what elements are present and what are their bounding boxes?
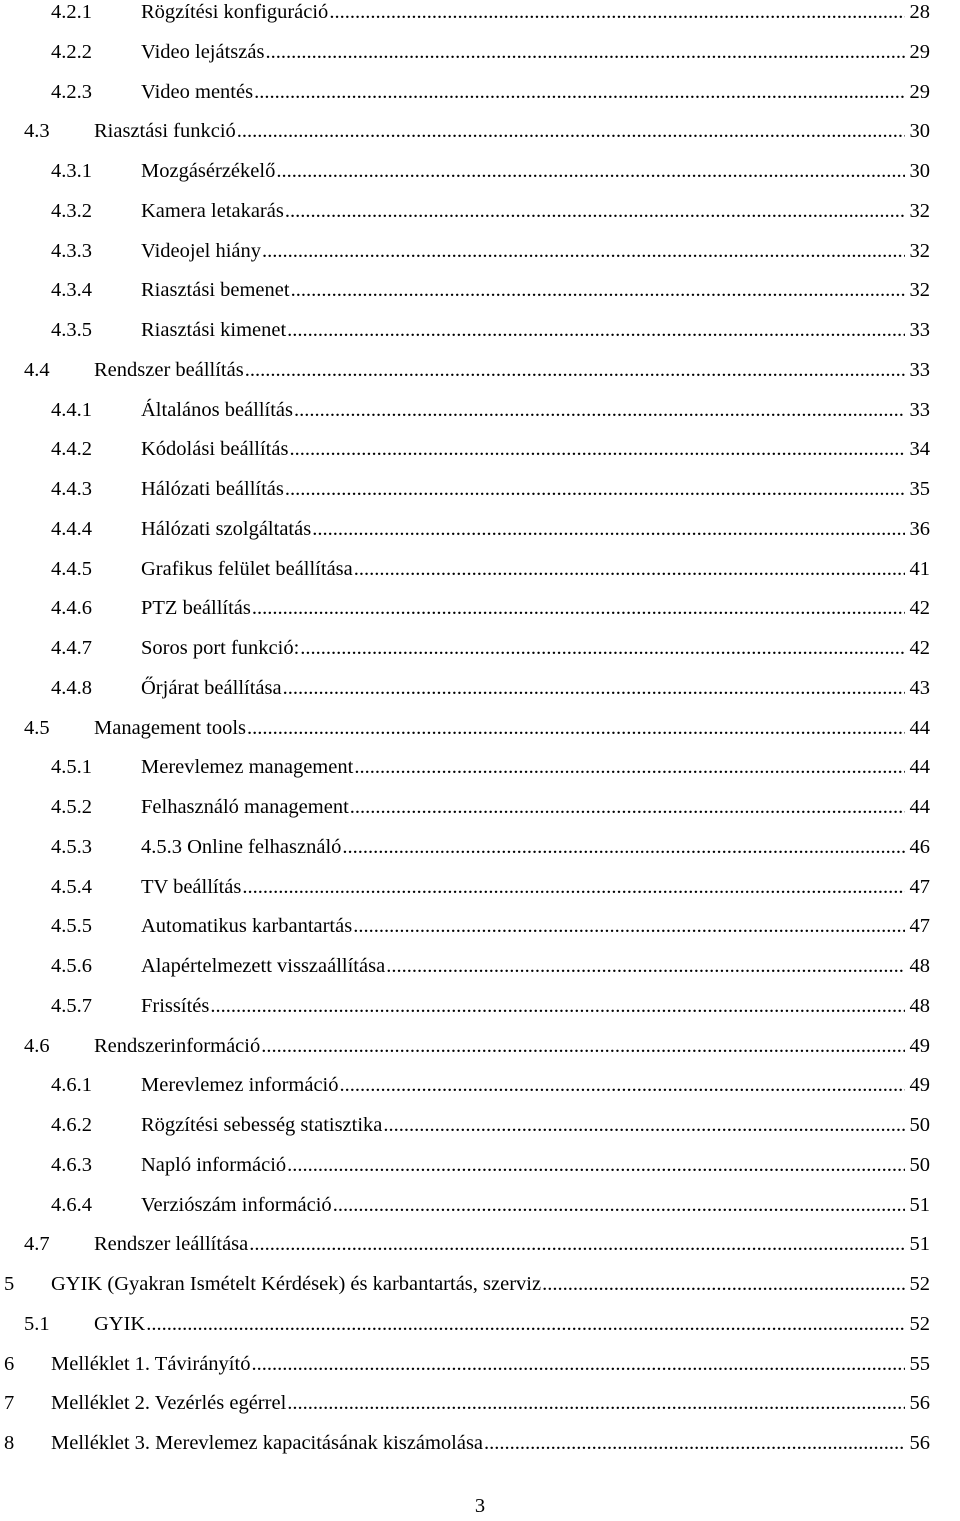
toc-entry-line: [51, 1384, 930, 1424]
dot-leader: [354, 550, 905, 590]
toc-entry-page: 30: [909, 120, 930, 143]
toc-entry-title: Őrjárat beállítása: [141, 676, 282, 699]
toc-entry-title: Soros port funkció:: [141, 637, 300, 659]
toc-entry-number: 4.6: [24, 1034, 50, 1057]
toc-entry-line: [141, 311, 930, 351]
dot-leader: [262, 232, 905, 272]
toc-entry-line: [141, 0, 930, 33]
dot-leader: [285, 192, 905, 232]
toc-entry-title: Riasztási funkció: [94, 120, 236, 143]
toc-entry[interactable]: [0, 1305, 960, 1345]
toc-entry-title: Napló információ: [141, 1153, 287, 1176]
toc-entry-page: 30: [909, 160, 930, 182]
dot-leader: [353, 907, 905, 947]
toc-entry-number: 4.5.5: [51, 915, 92, 938]
toc-entry[interactable]: [0, 1027, 960, 1067]
dot-leader: [484, 1424, 905, 1464]
dot-leader: [294, 391, 905, 431]
toc-entry-title: GYIK (Gyakran Ismételt Kérdések) és karbantartás, szerviz: [51, 1273, 542, 1295]
dot-leader: [289, 430, 905, 470]
toc-entry-page: 55: [909, 1352, 930, 1375]
toc-entry-title: Videojel hiány: [141, 239, 262, 262]
toc-entry[interactable]: [0, 1066, 960, 1106]
toc-entry-title: Alapértelmezett visszaállítása: [141, 955, 386, 977]
toc-entry-page: 32: [909, 199, 930, 222]
toc-entry-title: GYIK: [94, 1312, 146, 1335]
toc-entry-page: 33: [909, 319, 930, 341]
toc-entry-page: 49: [909, 1034, 930, 1057]
toc-entry-title: Melléklet 1. Távirányító: [51, 1352, 251, 1375]
dot-leader: [249, 1225, 905, 1265]
toc-entry-title: Automatikus karbantartás: [141, 915, 353, 938]
toc-entry-page: 50: [909, 1114, 930, 1136]
dot-leader: [329, 0, 905, 33]
toc-entry-number: 4.5.4: [51, 875, 92, 898]
dot-leader: [285, 470, 905, 510]
toc-entry-number: 4.6.2: [51, 1114, 92, 1136]
toc-entry-number: 4.3.2: [51, 199, 92, 222]
toc-entry-title: Melléklet 3. Merevlemez kapacitásának kiszámolása: [51, 1432, 484, 1454]
toc-entry-title: Merevlemez információ: [141, 1074, 339, 1097]
toc-entry-title: 4.5.3 Online felhasználó: [141, 835, 342, 858]
toc-entry-number: 4.3.4: [51, 279, 92, 302]
toc-entry-title: Általános beállítás: [141, 398, 293, 421]
toc-entry-number: 4.4.5: [51, 557, 92, 580]
toc-entry-page: 36: [909, 517, 930, 540]
dot-leader: [287, 1384, 905, 1424]
dot-leader: [245, 351, 905, 391]
toc-entry-number: 4.3.1: [51, 160, 92, 182]
dot-leader: [283, 669, 905, 709]
toc-entry-page: 49: [909, 1074, 930, 1097]
toc-entry[interactable]: [0, 271, 960, 311]
toc-entry-line: [94, 1027, 930, 1067]
toc-entry-title: Hálózati beállítás: [141, 478, 284, 500]
dot-leader: [276, 152, 905, 192]
toc-entry[interactable]: [0, 351, 960, 391]
toc-entry-line: [141, 748, 930, 788]
toc-entry-number: 4.7: [24, 1233, 50, 1256]
toc-entry[interactable]: [0, 33, 960, 73]
dot-leader: [265, 33, 905, 73]
toc-entry-number: 4.6.4: [51, 1193, 92, 1216]
dot-leader: [342, 828, 905, 868]
toc-entry-line: [141, 947, 930, 987]
dot-leader: [333, 1186, 905, 1226]
toc-entry-title: Rendszer beállítás: [94, 358, 244, 381]
toc-entry-page: 56: [909, 1392, 930, 1415]
toc-entry[interactable]: [0, 73, 960, 113]
toc-entry-page: 32: [909, 239, 930, 262]
toc-entry-number: 5: [4, 1273, 15, 1295]
toc-entry[interactable]: [0, 1265, 960, 1305]
toc-entry-line: [141, 192, 930, 232]
toc-entry-page: 32: [909, 279, 930, 302]
toc-entry-line: [141, 788, 930, 828]
toc-entry-line: [94, 709, 930, 749]
toc-entry-page: 42: [909, 597, 930, 620]
toc-entry[interactable]: [0, 748, 960, 788]
toc-entry[interactable]: [0, 828, 960, 868]
toc-entry-number: 4.5: [24, 716, 50, 739]
toc-entry-line: [141, 629, 930, 669]
toc-entry[interactable]: [0, 430, 960, 470]
toc-entry[interactable]: [0, 788, 960, 828]
toc-entry-page: 47: [909, 875, 930, 898]
toc-entry-title: PTZ beállítás: [141, 597, 251, 620]
toc-entry-title: Kamera letakarás: [141, 199, 284, 222]
toc-entry-title: TV beállítás: [141, 875, 242, 898]
toc-entry-number: 4.4.4: [51, 517, 92, 540]
toc-entry-number: 4.4.7: [51, 637, 92, 659]
dot-leader: [386, 947, 905, 987]
toc-entry-title: Rendszer leállítása: [94, 1233, 249, 1256]
toc-entry-title: Kódolási beállítás: [141, 438, 289, 461]
toc-entry-number: 4.2.3: [51, 80, 92, 103]
toc-entry-page: 29: [909, 80, 930, 103]
toc-entry-line: [141, 152, 930, 192]
toc-entry[interactable]: [0, 311, 960, 351]
dot-leader: [252, 589, 905, 629]
toc-entry-number: 4.4.8: [51, 676, 92, 699]
toc-entry-title: Rögzítési konfiguráció: [141, 1, 329, 23]
toc-entry[interactable]: [0, 192, 960, 232]
toc-entry[interactable]: [0, 152, 960, 192]
toc-entry-number: 4.3: [24, 120, 50, 143]
toc-entry[interactable]: [0, 987, 960, 1027]
toc-entry-number: 4.5.1: [51, 756, 92, 779]
dot-leader: [383, 1106, 905, 1146]
toc-entry-line: [141, 987, 930, 1027]
toc-entry-title: Merevlemez management: [141, 756, 354, 779]
toc-entry-title: Rendszerinformáció: [94, 1034, 261, 1057]
toc-entry-number: 7: [4, 1392, 15, 1415]
toc-entry-page: 41: [909, 557, 930, 580]
toc-entry-title: Video mentés: [141, 80, 254, 103]
toc-entry-line: [141, 907, 930, 947]
toc-entry-title: Mozgásérzékelő: [141, 160, 276, 182]
toc-entry-line: [94, 112, 930, 152]
toc-entry-title: Felhasználó management: [141, 796, 349, 818]
toc-entry-number: 4.5.7: [51, 994, 92, 1017]
toc-entry[interactable]: [0, 709, 960, 749]
toc-entry-page: 47: [909, 915, 930, 938]
toc-entry[interactable]: [0, 1106, 960, 1146]
toc-entry[interactable]: [0, 1345, 960, 1385]
toc-entry-number: 5.1: [24, 1312, 50, 1335]
toc-entry[interactable]: [0, 1186, 960, 1226]
toc-entry-title: Frissítés: [141, 994, 210, 1017]
toc-entry-title: Riasztási kimenet: [141, 319, 287, 341]
toc-entry-line: [141, 1146, 930, 1186]
toc-entry-number: 4.6.1: [51, 1074, 92, 1097]
toc-entry[interactable]: [0, 669, 960, 709]
dot-leader: [291, 271, 905, 311]
toc-entry-line: [141, 430, 930, 470]
toc-entry-title: Video lejátszás: [141, 40, 265, 63]
toc-entry[interactable]: [0, 629, 960, 669]
toc-entry-page: 48: [909, 994, 930, 1017]
toc-entry-page: 44: [909, 716, 930, 739]
dot-leader: [287, 1146, 905, 1186]
toc-entry-number: 4.2.2: [51, 40, 92, 63]
toc-entry-number: 6: [4, 1352, 15, 1375]
toc-entry[interactable]: [0, 1424, 960, 1464]
toc-entry-page: 44: [909, 796, 930, 818]
toc-entry-page: 35: [909, 478, 930, 500]
toc-entry-line: [141, 73, 930, 113]
toc-entry-page: 56: [909, 1432, 930, 1454]
toc-entry-number: 4.3.5: [51, 319, 92, 341]
page-number: 3: [474, 1495, 486, 1517]
toc-entry-page: 42: [909, 637, 930, 659]
toc-entry-title: Riasztási bemenet: [141, 279, 290, 302]
toc-entry-title: Management tools: [94, 716, 247, 739]
toc-entry-line: [141, 470, 930, 510]
toc-entry-line: [94, 351, 930, 391]
toc-entry-line: [141, 1186, 930, 1226]
toc-entry[interactable]: [0, 0, 960, 33]
toc-entry-number: 4.4.3: [51, 478, 92, 500]
dot-leader: [300, 629, 905, 669]
toc-entry-number: 4.4.1: [51, 398, 92, 421]
toc-entry[interactable]: [0, 1146, 960, 1186]
toc-entry-page: 29: [909, 40, 930, 63]
toc-entry-page: 44: [909, 756, 930, 779]
toc-entry-page: 46: [909, 835, 930, 858]
toc-entry-line: [141, 550, 930, 590]
toc-entry-page: 50: [909, 1153, 930, 1176]
toc-entry-page: 33: [909, 358, 930, 381]
toc-entry-title: Grafikus felület beállítása: [141, 557, 353, 580]
toc-entry-line: [141, 589, 930, 629]
toc-entry[interactable]: [0, 1225, 960, 1265]
toc-entry[interactable]: [0, 947, 960, 987]
dot-leader: [350, 788, 905, 828]
dot-leader: [242, 868, 905, 908]
toc-entry[interactable]: [0, 550, 960, 590]
toc-entry-number: 4.4.6: [51, 597, 92, 620]
dot-leader: [340, 1066, 905, 1106]
toc-entry-page: 48: [909, 955, 930, 977]
dot-leader: [146, 1305, 905, 1345]
toc-entry-title: Melléklet 2. Vezérlés egérrel: [51, 1392, 287, 1415]
toc-entry-number: 4.4.2: [51, 438, 92, 461]
toc-entry-page: 52: [909, 1312, 930, 1335]
dot-leader: [210, 987, 905, 1027]
toc-entry[interactable]: [0, 589, 960, 629]
toc-entry[interactable]: [0, 232, 960, 272]
toc-entry-line: [51, 1345, 930, 1385]
dot-leader: [287, 311, 905, 351]
dot-leader: [237, 112, 905, 152]
toc-entry-page: 34: [909, 438, 930, 461]
toc-entry-line: [141, 1106, 930, 1146]
toc-entry-line: [141, 33, 930, 73]
dot-leader: [312, 510, 905, 550]
toc-entry-number: 4.2.1: [51, 1, 92, 23]
toc-entry-page: 51: [909, 1233, 930, 1256]
toc-entry[interactable]: [0, 868, 960, 908]
dot-leader: [251, 1345, 905, 1385]
toc-entry-page: 28: [909, 1, 930, 23]
toc-entry-line: [51, 1424, 930, 1464]
toc-entry-line: [141, 232, 930, 272]
toc-entry-number: 4.5.3: [51, 835, 92, 858]
toc-entry-line: [141, 271, 930, 311]
dot-leader: [354, 748, 905, 788]
toc-entry[interactable]: [0, 1384, 960, 1424]
toc-entry[interactable]: [0, 907, 960, 947]
toc-entry-number: 4.5.6: [51, 955, 92, 977]
toc-entry-page: 43: [909, 676, 930, 699]
toc-entry-line: [141, 868, 930, 908]
dot-leader: [261, 1027, 905, 1067]
toc-entry[interactable]: [0, 112, 960, 152]
toc-entry-line: [94, 1225, 930, 1265]
toc-entry[interactable]: [0, 470, 960, 510]
toc-entry[interactable]: [0, 510, 960, 550]
toc-entry-line: [94, 1305, 930, 1345]
toc-entry-number: 8: [4, 1432, 15, 1454]
dot-leader: [247, 709, 905, 749]
toc-entry-title: Rögzítési sebesség statisztika: [141, 1114, 383, 1136]
toc-entry-title: Hálózati szolgáltatás: [141, 517, 312, 540]
dot-leader: [542, 1265, 905, 1305]
toc-entry[interactable]: [0, 391, 960, 431]
toc-entry-line: [141, 828, 930, 868]
toc-entry-page: 33: [909, 398, 930, 421]
toc-entry-line: [141, 510, 930, 550]
toc-entry-number: 4.3.3: [51, 239, 92, 262]
toc-entry-number: 4.6.3: [51, 1153, 92, 1176]
toc-entry-title: Verziószám információ: [141, 1193, 332, 1216]
toc-entry-page: 51: [909, 1193, 930, 1216]
toc-entry-line: [141, 1066, 930, 1106]
toc-entry-page: 52: [909, 1273, 930, 1295]
toc-entry-line: [141, 391, 930, 431]
toc-entry-number: 4.5.2: [51, 796, 92, 818]
dot-leader: [254, 73, 905, 113]
toc-entry-line: [141, 669, 930, 709]
toc-entry-number: 4.4: [24, 358, 50, 381]
toc-entry-line: [51, 1265, 930, 1305]
